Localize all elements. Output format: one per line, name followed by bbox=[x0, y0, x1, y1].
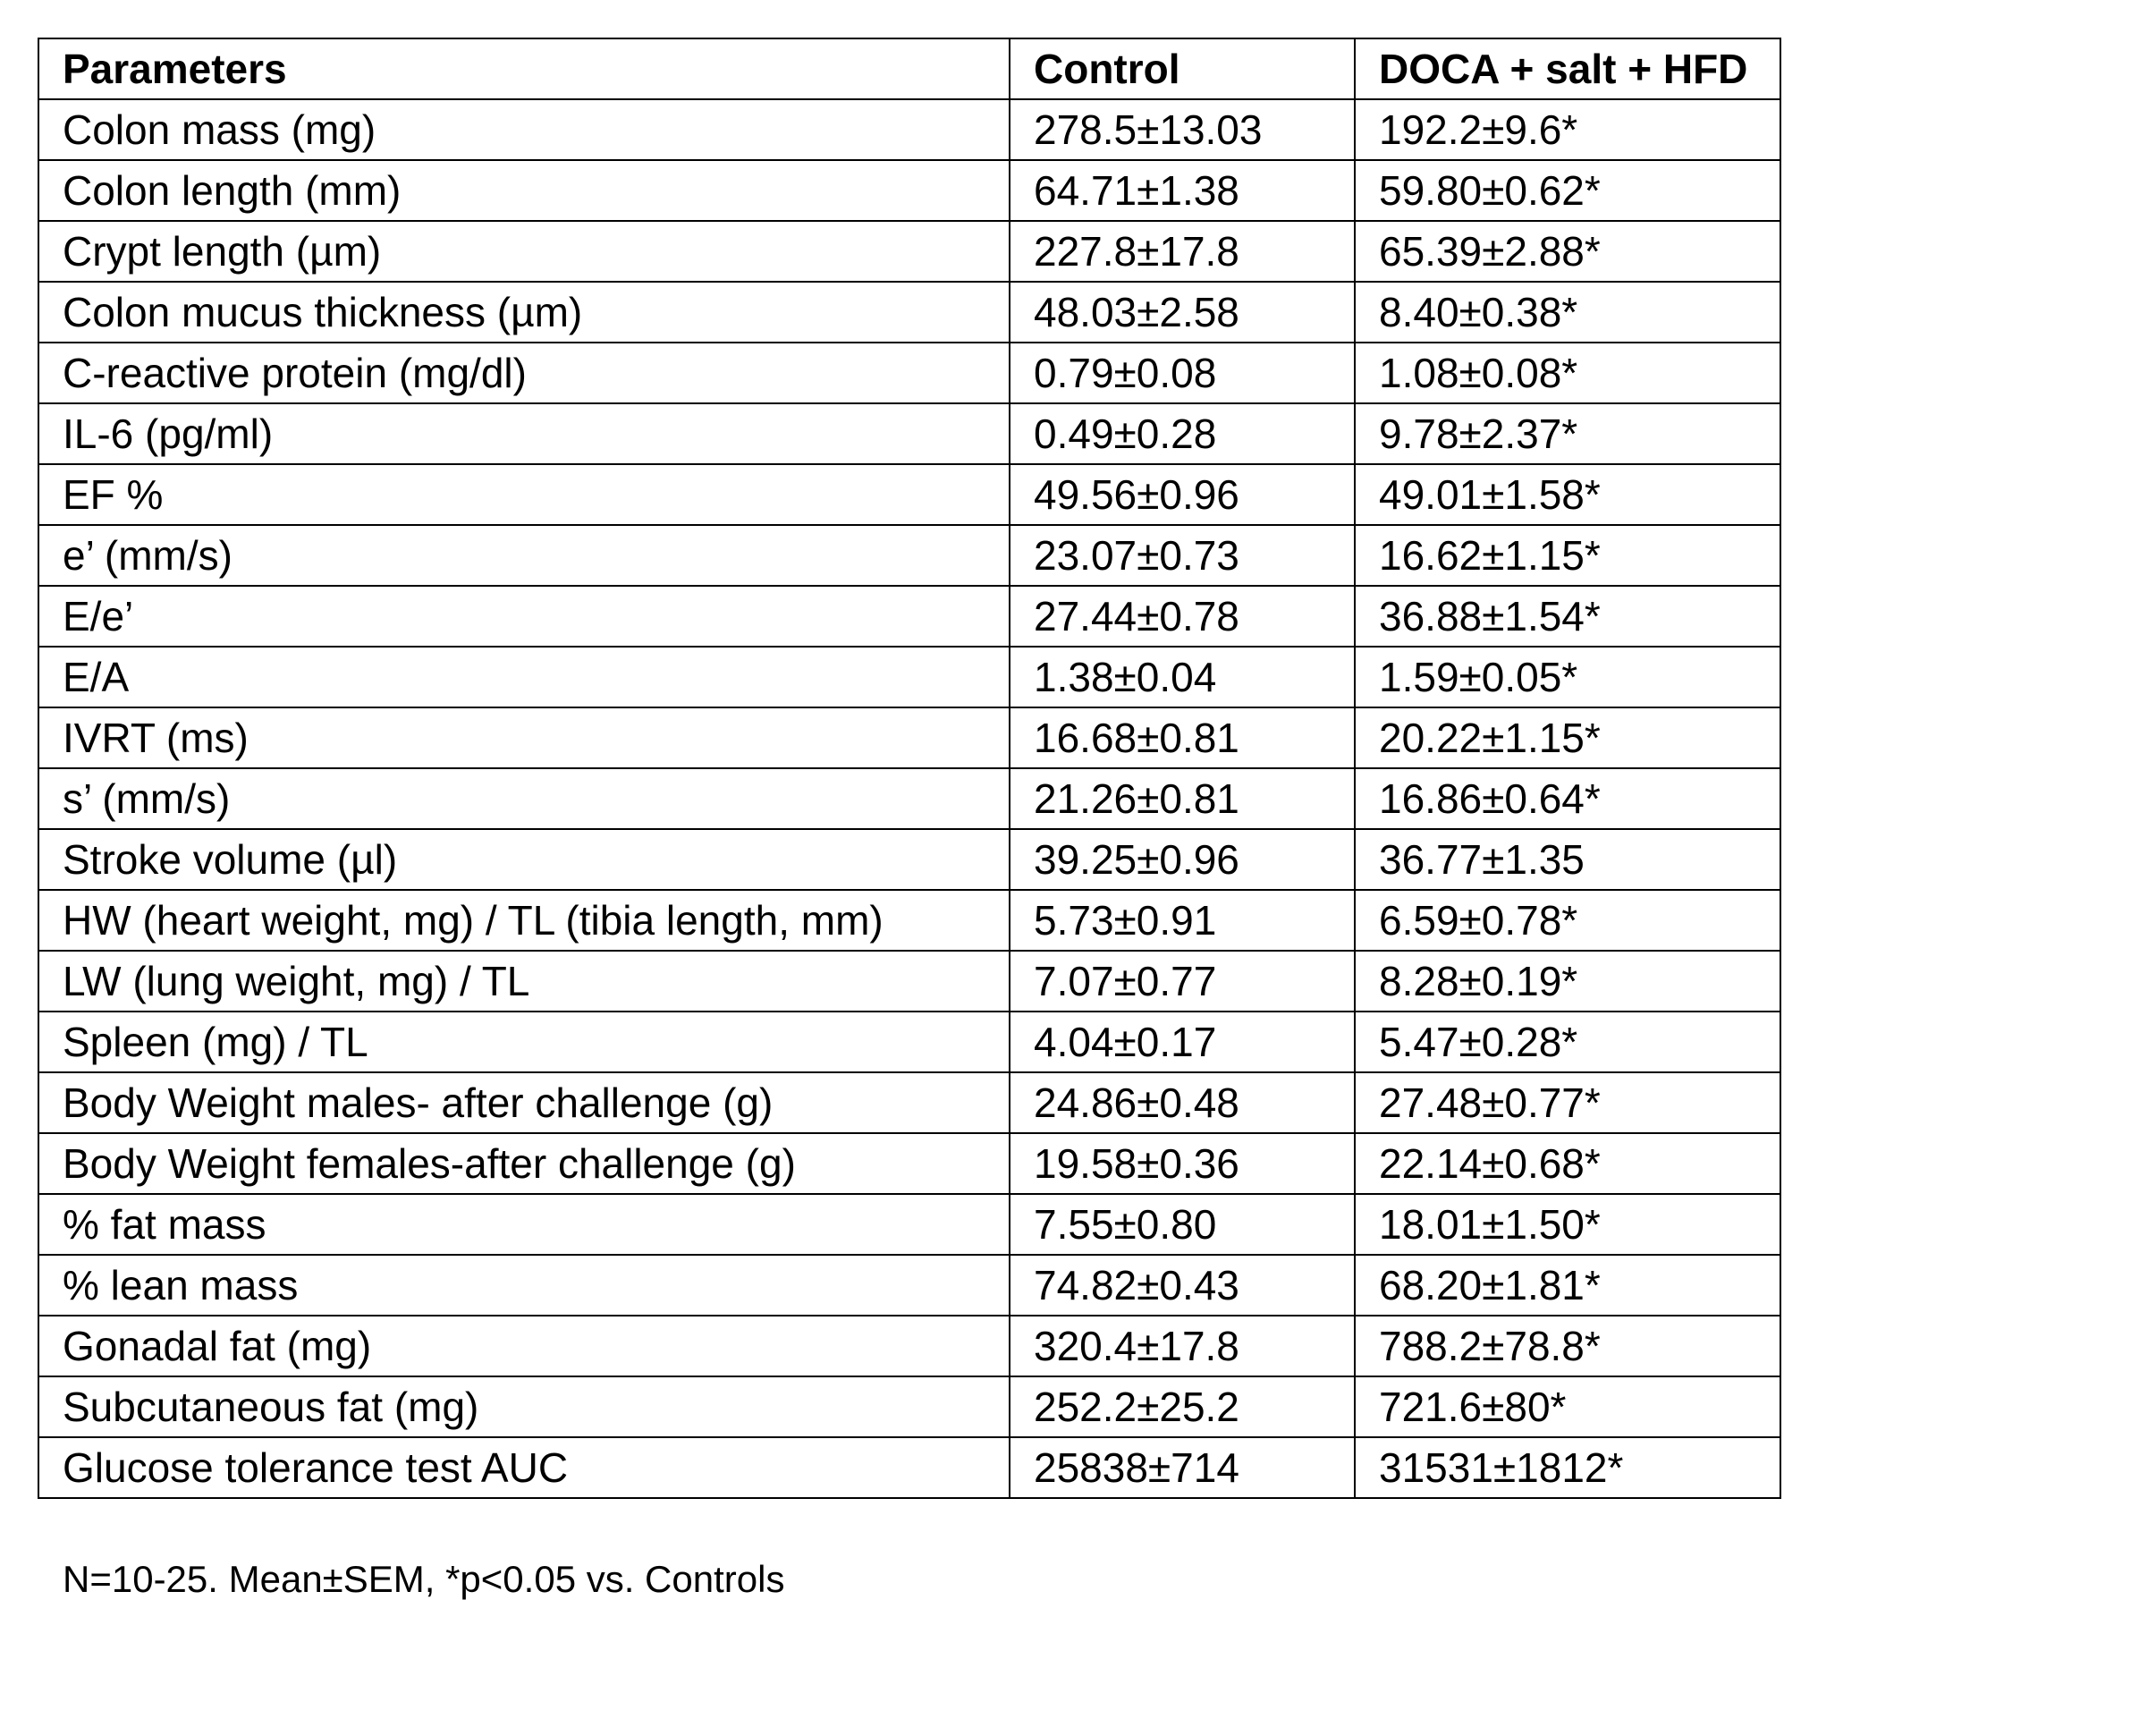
treatment-value-cell: 27.48±0.77* bbox=[1355, 1072, 1780, 1133]
control-value-cell: 25838±714 bbox=[1010, 1437, 1355, 1498]
table-footnote: N=10-25. Mean±SEM, *p<0.05 vs. Controls bbox=[63, 1558, 785, 1600]
parameter-cell: Body Weight males- after challenge (g) bbox=[38, 1072, 1010, 1133]
parameter-cell: E/A bbox=[38, 647, 1010, 707]
table-row bbox=[38, 829, 1780, 890]
parameter-cell: HW (heart weight, mg) / TL (tibia length, mm) bbox=[38, 890, 1010, 951]
table-row bbox=[38, 525, 1780, 586]
parameter-cell: Body Weight females-after challenge (g) bbox=[38, 1133, 1010, 1194]
treatment-value-cell: 68.20±1.81* bbox=[1355, 1255, 1780, 1316]
table-row bbox=[38, 1012, 1780, 1072]
table-row bbox=[38, 403, 1780, 464]
treatment-value-cell: 721.6±80* bbox=[1355, 1376, 1780, 1437]
table-row bbox=[38, 343, 1780, 403]
treatment-value-cell: 9.78±2.37* bbox=[1355, 403, 1780, 464]
parameter-cell: Gonadal fat (mg) bbox=[38, 1316, 1010, 1376]
table-row bbox=[38, 160, 1780, 221]
control-value-cell: 27.44±0.78 bbox=[1010, 586, 1355, 647]
treatment-value-cell: 59.80±0.62* bbox=[1355, 160, 1780, 221]
parameter-cell: IL-6 (pg/ml) bbox=[38, 403, 1010, 464]
treatment-value-cell: 36.77±1.35 bbox=[1355, 829, 1780, 890]
table-body bbox=[38, 99, 1780, 1498]
parameter-cell: E/e’ bbox=[38, 586, 1010, 647]
control-value-cell: 49.56±0.96 bbox=[1010, 464, 1355, 525]
header-parameters: Parameters bbox=[38, 38, 1010, 99]
treatment-value-cell: 65.39±2.88* bbox=[1355, 221, 1780, 282]
header-control: Control bbox=[1010, 38, 1355, 99]
parameter-cell: IVRT (ms) bbox=[38, 707, 1010, 768]
control-value-cell: 74.82±0.43 bbox=[1010, 1255, 1355, 1316]
table-header-row bbox=[38, 38, 1780, 99]
table-row bbox=[38, 282, 1780, 343]
treatment-value-cell: 1.59±0.05* bbox=[1355, 647, 1780, 707]
control-value-cell: 16.68±0.81 bbox=[1010, 707, 1355, 768]
treatment-value-cell: 5.47±0.28* bbox=[1355, 1012, 1780, 1072]
parameter-cell: Crypt length (µm) bbox=[38, 221, 1010, 282]
table-row bbox=[38, 647, 1780, 707]
table-row bbox=[38, 464, 1780, 525]
control-value-cell: 48.03±2.58 bbox=[1010, 282, 1355, 343]
parameter-cell: LW (lung weight, mg) / TL bbox=[38, 951, 1010, 1012]
treatment-value-cell: 1.08±0.08* bbox=[1355, 343, 1780, 403]
treatment-value-cell: 8.28±0.19* bbox=[1355, 951, 1780, 1012]
table-row bbox=[38, 1437, 1780, 1498]
table-row bbox=[38, 1316, 1780, 1376]
parameter-cell: Stroke volume (µl) bbox=[38, 829, 1010, 890]
control-value-cell: 39.25±0.96 bbox=[1010, 829, 1355, 890]
table-row bbox=[38, 1133, 1780, 1194]
parameter-cell: s’ (mm/s) bbox=[38, 768, 1010, 829]
control-value-cell: 64.71±1.38 bbox=[1010, 160, 1355, 221]
treatment-value-cell: 18.01±1.50* bbox=[1355, 1194, 1780, 1255]
control-value-cell: 0.49±0.28 bbox=[1010, 403, 1355, 464]
parameter-cell: EF % bbox=[38, 464, 1010, 525]
treatment-value-cell: 31531±1812* bbox=[1355, 1437, 1780, 1498]
control-value-cell: 320.4±17.8 bbox=[1010, 1316, 1355, 1376]
parameter-cell: C-reactive protein (mg/dl) bbox=[38, 343, 1010, 403]
parameter-cell: Colon length (mm) bbox=[38, 160, 1010, 221]
treatment-value-cell: 16.62±1.15* bbox=[1355, 525, 1780, 586]
parameter-cell: Colon mass (mg) bbox=[38, 99, 1010, 160]
table-row bbox=[38, 221, 1780, 282]
control-value-cell: 1.38±0.04 bbox=[1010, 647, 1355, 707]
control-value-cell: 227.8±17.8 bbox=[1010, 221, 1355, 282]
treatment-value-cell: 36.88±1.54* bbox=[1355, 586, 1780, 647]
control-value-cell: 5.73±0.91 bbox=[1010, 890, 1355, 951]
table-row bbox=[38, 99, 1780, 160]
table-row bbox=[38, 1255, 1780, 1316]
control-value-cell: 7.55±0.80 bbox=[1010, 1194, 1355, 1255]
treatment-value-cell: 16.86±0.64* bbox=[1355, 768, 1780, 829]
parameter-cell: Spleen (mg) / TL bbox=[38, 1012, 1010, 1072]
table-row bbox=[38, 890, 1780, 951]
parameter-cell: % lean mass bbox=[38, 1255, 1010, 1316]
control-value-cell: 23.07±0.73 bbox=[1010, 525, 1355, 586]
parameter-cell: Glucose tolerance test AUC bbox=[38, 1437, 1010, 1498]
table-row bbox=[38, 951, 1780, 1012]
control-value-cell: 21.26±0.81 bbox=[1010, 768, 1355, 829]
table-row bbox=[38, 586, 1780, 647]
treatment-value-cell: 788.2±78.8* bbox=[1355, 1316, 1780, 1376]
parameter-cell: Subcutaneous fat (mg) bbox=[38, 1376, 1010, 1437]
control-value-cell: 0.79±0.08 bbox=[1010, 343, 1355, 403]
control-value-cell: 24.86±0.48 bbox=[1010, 1072, 1355, 1133]
header-treatment: DOCA + salt + HFD bbox=[1355, 38, 1780, 99]
table-row bbox=[38, 1376, 1780, 1437]
control-value-cell: 7.07±0.77 bbox=[1010, 951, 1355, 1012]
control-value-cell: 252.2±25.2 bbox=[1010, 1376, 1355, 1437]
treatment-value-cell: 20.22±1.15* bbox=[1355, 707, 1780, 768]
control-value-cell: 19.58±0.36 bbox=[1010, 1133, 1355, 1194]
treatment-value-cell: 22.14±0.68* bbox=[1355, 1133, 1780, 1194]
table-row bbox=[38, 707, 1780, 768]
treatment-value-cell: 8.40±0.38* bbox=[1355, 282, 1780, 343]
treatment-value-cell: 6.59±0.78* bbox=[1355, 890, 1780, 951]
table-row bbox=[38, 1194, 1780, 1255]
control-value-cell: 4.04±0.17 bbox=[1010, 1012, 1355, 1072]
treatment-value-cell: 49.01±1.58* bbox=[1355, 464, 1780, 525]
control-value-cell: 278.5±13.03 bbox=[1010, 99, 1355, 160]
parameter-cell: % fat mass bbox=[38, 1194, 1010, 1255]
parameter-cell: e’ (mm/s) bbox=[38, 525, 1010, 586]
treatment-value-cell: 192.2±9.6* bbox=[1355, 99, 1780, 160]
table-row bbox=[38, 1072, 1780, 1133]
results-table bbox=[38, 38, 1781, 1499]
parameter-cell: Colon mucus thickness (µm) bbox=[38, 282, 1010, 343]
table-row bbox=[38, 768, 1780, 829]
